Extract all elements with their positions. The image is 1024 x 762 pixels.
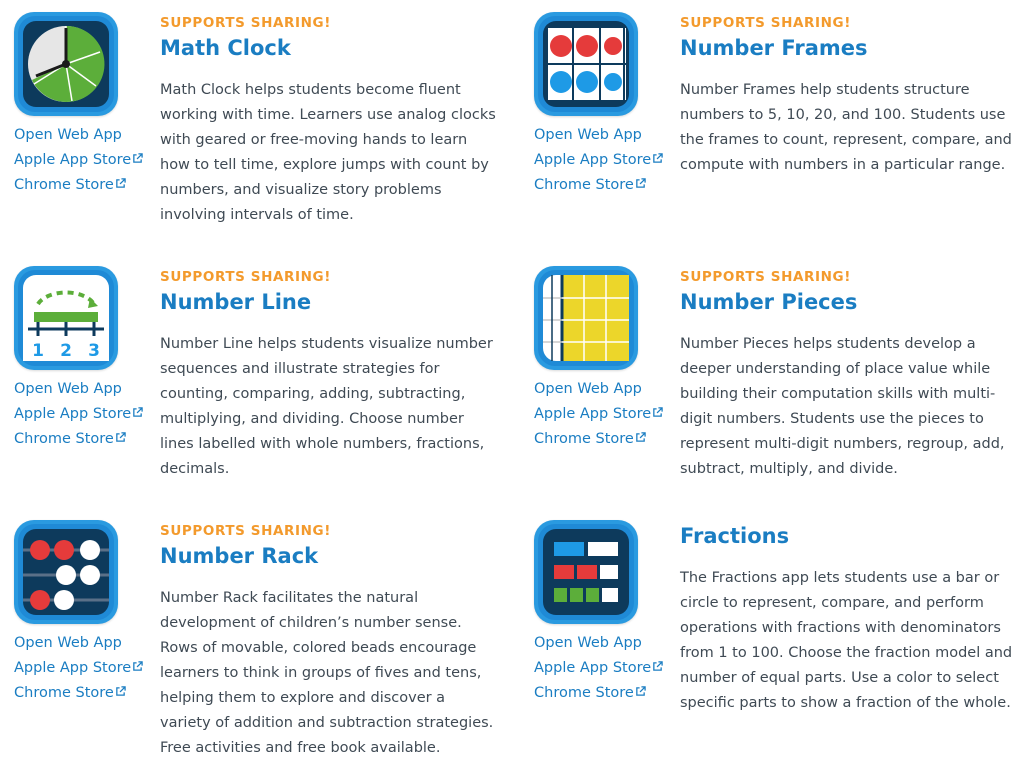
external-link-icon — [132, 153, 143, 164]
open-web-app-link[interactable]: Open Web App — [14, 381, 122, 397]
app-text — [160, 14, 500, 228]
app-links — [14, 126, 143, 201]
app-description: Number Pieces helps students develop a deeper understanding of place value while building their computation skills with multi-digit numbers. Students use the pieces to represent multi-digit numbers, regroup, add, subtract, multiply, and divide. — [680, 336, 1005, 477]
app-card-number-pieces — [520, 254, 1020, 504]
apple-app-store-label: Apple App Store — [14, 406, 132, 422]
external-link-icon — [652, 153, 663, 164]
number-pieces-icon[interactable] — [534, 266, 638, 370]
chrome-store-link[interactable] — [534, 684, 663, 709]
apple-app-store-label: Apple App Store — [534, 660, 652, 676]
number-line-icon-label: 2 — [60, 341, 72, 361]
open-web-app-link[interactable]: Open Web App — [534, 127, 642, 143]
number-line-icon-label: 1 — [32, 341, 44, 361]
supports-sharing-label: SUPPORTS SHARING! — [160, 15, 331, 31]
apple-app-store-link[interactable] — [534, 659, 663, 684]
app-description: Number Frames help students structure numbers to 5, 10, 20, and 100. Students use the frames to count, represent, compare, and compute with numbers in a particular range. — [680, 82, 1012, 173]
chrome-store-link[interactable] — [14, 430, 143, 455]
external-link-icon — [115, 432, 126, 443]
supports-sharing-label: SUPPORTS SHARING! — [680, 15, 851, 31]
chrome-store-label: Chrome Store — [534, 431, 634, 447]
app-links — [14, 380, 143, 455]
app-text — [680, 14, 1020, 178]
external-link-icon — [635, 432, 646, 443]
number-frames-icon[interactable] — [534, 12, 638, 116]
app-text — [160, 522, 500, 761]
fractions-icon[interactable] — [534, 520, 638, 624]
apple-app-store-link[interactable] — [14, 659, 143, 684]
app-card-math-clock — [0, 0, 500, 250]
app-description: The Fractions app lets students use a bar or circle to represent, compare, and perform operations with fractions with denominators from 1 to 100. Choose the fraction model and number of equal parts. Use a color to select specific parts to show a fraction of the whole. — [680, 570, 1013, 711]
chrome-store-link[interactable] — [534, 430, 663, 455]
supports-sharing-label: SUPPORTS SHARING! — [160, 269, 331, 285]
app-card-number-frames — [520, 0, 1020, 250]
supports-sharing-label: SUPPORTS SHARING! — [680, 269, 851, 285]
number-line-icon[interactable] — [14, 266, 118, 370]
external-link-icon — [115, 178, 126, 189]
math-clock-icon[interactable] — [14, 12, 118, 116]
app-description: Math Clock helps students become fluent working with time. Learners use analog clocks with geared or free-moving hands to learn how to tell time, explore jumps with count by numbers, and visualize story problems involving intervals of time. — [160, 82, 496, 223]
apple-app-store-link[interactable] — [534, 405, 663, 430]
open-web-app-link[interactable]: Open Web App — [534, 635, 642, 651]
external-link-icon — [652, 661, 663, 672]
chrome-store-label: Chrome Store — [14, 177, 114, 193]
app-text — [680, 268, 1020, 482]
open-web-app-link[interactable]: Open Web App — [534, 381, 642, 397]
app-links — [534, 634, 663, 709]
apple-app-store-link[interactable] — [14, 405, 143, 430]
external-link-icon — [132, 661, 143, 672]
app-title[interactable]: Number Pieces — [680, 290, 858, 314]
open-web-app-link[interactable]: Open Web App — [14, 635, 122, 651]
apple-app-store-label: Apple App Store — [14, 152, 132, 168]
chrome-store-label: Chrome Store — [14, 685, 114, 701]
app-title[interactable]: Number Rack — [160, 544, 319, 568]
chrome-store-label: Chrome Store — [14, 431, 114, 447]
apple-app-store-link[interactable] — [14, 151, 143, 176]
apple-app-store-link[interactable] — [534, 151, 663, 176]
external-link-icon — [635, 686, 646, 697]
app-title[interactable]: Number Line — [160, 290, 312, 314]
number-rack-icon[interactable] — [14, 520, 118, 624]
app-links — [534, 126, 663, 201]
app-links — [14, 634, 143, 709]
chrome-store-label: Chrome Store — [534, 177, 634, 193]
app-card-number-line — [0, 254, 500, 504]
chrome-store-link[interactable] — [534, 176, 663, 201]
app-text — [680, 520, 1020, 716]
app-card-number-rack — [0, 508, 500, 758]
apple-app-store-label: Apple App Store — [534, 152, 652, 168]
app-links — [534, 380, 663, 455]
external-link-icon — [635, 178, 646, 189]
app-text — [160, 268, 500, 482]
external-link-icon — [132, 407, 143, 418]
apple-app-store-label: Apple App Store — [14, 660, 132, 676]
app-description: Number Rack facilitates the natural development of children’s number sense. Rows of movable, colored beads encourage learners to think in groups of fives and tens, helping them to explore and discover a variety of addition and subtraction strategies. Free activities and free book available. — [160, 590, 494, 756]
app-title[interactable]: Fractions — [680, 524, 790, 548]
app-title[interactable]: Number Frames — [680, 36, 868, 60]
app-title[interactable]: Math Clock — [160, 36, 291, 60]
external-link-icon — [652, 407, 663, 418]
open-web-app-link[interactable]: Open Web App — [14, 127, 122, 143]
chrome-store-label: Chrome Store — [534, 685, 634, 701]
app-card-fractions — [520, 508, 1020, 758]
apple-app-store-label: Apple App Store — [534, 406, 652, 422]
supports-sharing-label: SUPPORTS SHARING! — [160, 523, 331, 539]
chrome-store-link[interactable] — [14, 684, 143, 709]
chrome-store-link[interactable] — [14, 176, 143, 201]
number-line-icon-label: 3 — [88, 341, 100, 361]
external-link-icon — [115, 686, 126, 697]
app-description: Number Line helps students visualize number sequences and illustrate strategies for counting, comparing, adding, subtracting, multiplying, and dividing. Choose number lines labelled with whole numbers, fractions, decimals. — [160, 336, 493, 477]
